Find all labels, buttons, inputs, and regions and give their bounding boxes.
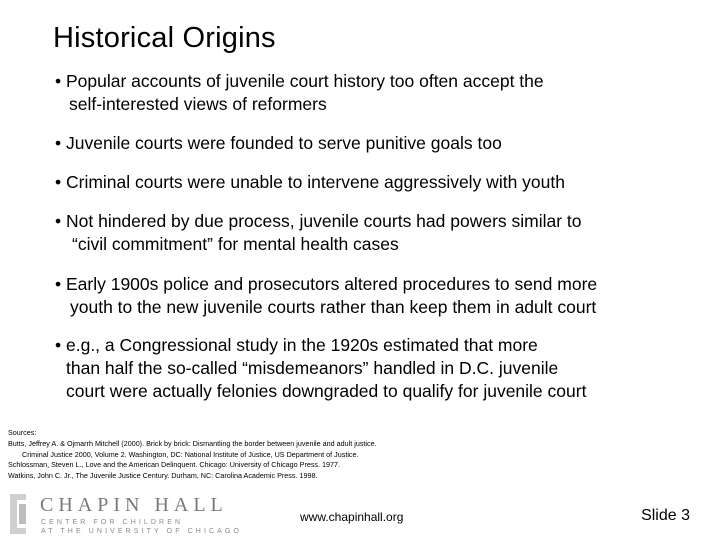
bullet-text: • Juvenile courts were founded to serve punitive goals too bbox=[55, 133, 502, 153]
bullet-text-continued: youth to the new juvenile courts rather than keep them in adult court bbox=[70, 297, 597, 317]
logo-subtitle-line: AT THE UNIVERSITY OF CHICAGO bbox=[41, 528, 243, 535]
bullet-text-continued: than half the so-called “misdemeanors” handled in D.C. juvenile bbox=[66, 358, 559, 378]
bullet-text-continued: self-interested views of reformers bbox=[69, 94, 327, 114]
logo-title: CHAPIN HALL bbox=[40, 494, 228, 516]
bullet-item bbox=[55, 334, 586, 403]
bullet-text: • e.g., a Congressional study in the 1920s estimated that more bbox=[55, 335, 538, 355]
source-citation: Butts, Jeffrey A. & Ojmarrh Mitchell (2000). Brick by brick: Dismantling the border between juvenile and adult justice. bbox=[8, 438, 377, 448]
logo-subtitle-line: CENTER FOR CHILDREN bbox=[41, 519, 184, 526]
bullet-item bbox=[55, 210, 582, 256]
bullet-item bbox=[55, 171, 565, 194]
logo-bracket-icon bbox=[8, 492, 28, 536]
bullet-text: • Popular accounts of juvenile court history too often accept the bbox=[55, 71, 544, 91]
logo-subtitle bbox=[41, 518, 242, 536]
source-citation: Criminal Justice 2000, Volume 2. Washington, DC: National Institute of Justice, US Department of Justice. bbox=[22, 449, 359, 459]
website-link[interactable]: www.chapinhall.org bbox=[300, 510, 404, 524]
bullet-text: • Criminal courts were unable to intervene aggressively with youth bbox=[55, 172, 565, 192]
chapin-hall-logo bbox=[8, 490, 258, 538]
bullet-item bbox=[55, 273, 597, 319]
bullet-text-continued: “civil commitment” for mental health cases bbox=[72, 234, 399, 254]
bullet-text: • Early 1900s police and prosecutors altered procedures to send more bbox=[55, 274, 598, 294]
bullet-item bbox=[55, 132, 502, 155]
sources-block bbox=[8, 428, 377, 482]
bullet-item bbox=[55, 70, 544, 116]
bullet-text: • Not hindered by due process, juvenile courts had powers similar to bbox=[55, 211, 582, 231]
slide-number: Slide 3 bbox=[641, 507, 690, 524]
sources-heading: Sources: bbox=[8, 428, 37, 437]
source-citation: Watkins, John C. Jr., The Juvenile Justice Century. Durham, NC: Carolina Academic Press. 1998. bbox=[8, 471, 318, 481]
slide-title: Historical Origins bbox=[53, 22, 276, 54]
bullet-text-continued: court were actually felonies downgraded to qualify for juvenile court bbox=[66, 381, 587, 401]
source-citation: Schlossman, Steven L., Love and the American Delinquent. Chicago: University of Chicago Press. 1977. bbox=[8, 460, 341, 470]
